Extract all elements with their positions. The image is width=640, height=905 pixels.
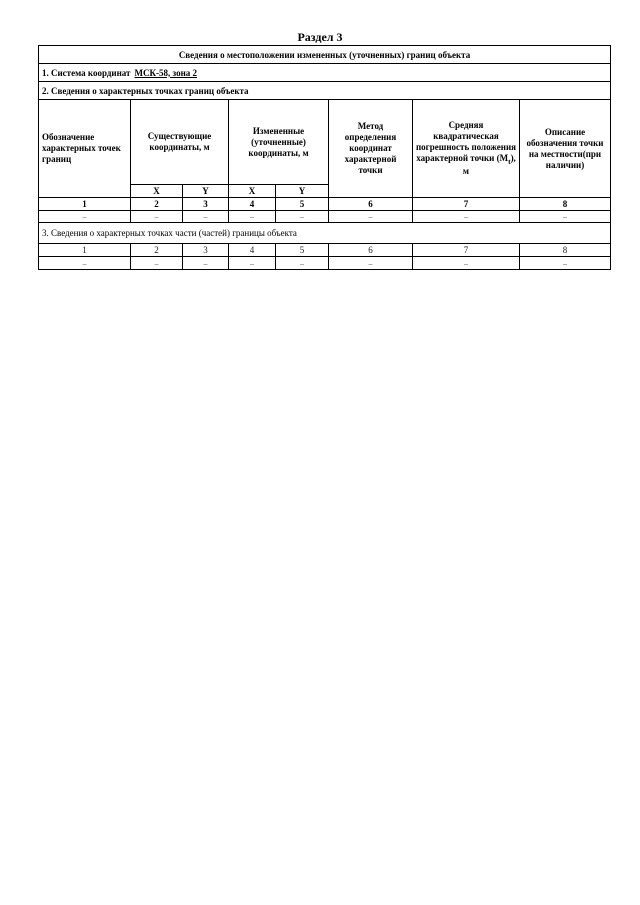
coord-system-value: МСК-58, зона 2	[134, 67, 198, 78]
header-existing-x: X	[131, 185, 183, 198]
table-cell: –	[229, 257, 276, 270]
section3-title: 3. Сведения о характерных точках части (частей) границы объекта	[39, 223, 611, 244]
header-existing-coords: Существующие координаты, м	[131, 100, 229, 185]
column-number: 8	[520, 198, 611, 211]
header-description: Описание обозначения точки на местности(при наличии)	[520, 100, 611, 198]
table-title-row	[39, 46, 611, 64]
column-number-row-2	[39, 244, 611, 257]
header-changed-coords: Измененные (уточненные) координаты, м	[229, 100, 329, 185]
column-number: 4	[229, 198, 276, 211]
column-number: 2	[131, 198, 183, 211]
header-error-sub: t	[508, 156, 511, 166]
table-cell: –	[39, 211, 131, 223]
column-number: 5	[276, 244, 329, 257]
column-number: 6	[329, 244, 413, 257]
table-cell: –	[413, 211, 520, 223]
header-error	[413, 100, 520, 198]
header-error-tail: ), м	[462, 152, 516, 177]
section2-title-row	[39, 82, 611, 100]
column-number: 7	[413, 244, 520, 257]
table-cell: –	[276, 257, 329, 270]
column-number: 3	[183, 198, 229, 211]
table-cell: –	[131, 211, 183, 223]
column-number: 8	[520, 244, 611, 257]
table-cell: –	[229, 211, 276, 223]
table-cell: –	[329, 257, 413, 270]
table-cell: –	[183, 211, 229, 223]
column-number: 4	[229, 244, 276, 257]
table-cell: –	[276, 211, 329, 223]
header-changed-x: X	[229, 185, 276, 198]
table-cell: –	[183, 257, 229, 270]
header-row	[39, 100, 611, 185]
header-point-designation: Обозначение характерных точек границ	[39, 100, 131, 198]
coord-system-cell	[39, 64, 611, 82]
table-title: Сведения о местоположении измененных (уточненных) границ объекта	[39, 46, 611, 64]
section2-title: 2. Сведения о характерных точках границ объекта	[39, 82, 611, 100]
column-number: 1	[39, 244, 131, 257]
column-number: 7	[413, 198, 520, 211]
section3-title-row	[39, 223, 611, 244]
table-row	[39, 211, 611, 223]
coord-system-label: 1. Система координат	[42, 67, 131, 78]
column-number: 6	[329, 198, 413, 211]
table-cell: –	[520, 257, 611, 270]
table-cell: –	[131, 257, 183, 270]
table-cell: –	[413, 257, 520, 270]
header-existing-y: Y	[183, 185, 229, 198]
table-row	[39, 257, 611, 270]
column-number: 2	[131, 244, 183, 257]
column-number-row	[39, 198, 611, 211]
coord-system-row	[39, 64, 611, 82]
column-number: 3	[183, 244, 229, 257]
header-method: Метод определения координат характерной точки	[329, 100, 413, 198]
section-title: Раздел 3	[297, 30, 343, 44]
table-cell: –	[39, 257, 131, 270]
column-number: 1	[39, 198, 131, 211]
table-cell: –	[520, 211, 611, 223]
table-cell: –	[329, 211, 413, 223]
header-error-text: Средняя квадратическая погрешность положения характерной точки (M	[416, 119, 517, 163]
boundary-table	[38, 45, 611, 270]
header-changed-y: Y	[276, 185, 329, 198]
column-number: 5	[276, 198, 329, 211]
